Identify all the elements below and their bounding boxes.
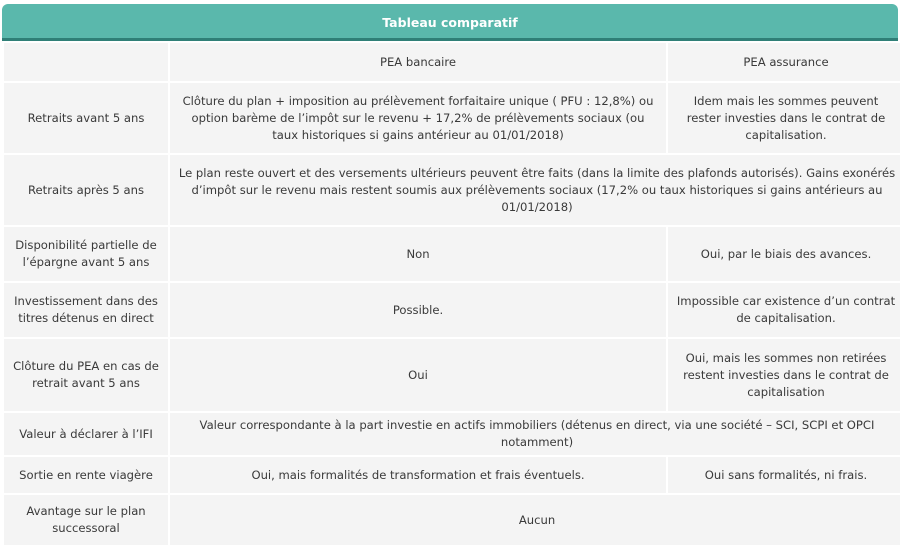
cell-assurance: Oui sans formalités, ni frais.: [668, 457, 900, 493]
table-row: [4, 457, 900, 493]
table-row: [4, 339, 900, 411]
table-row: [4, 83, 900, 153]
row-label: Clôture du PEA en cas de retrait avant 5 ans: [4, 339, 168, 411]
cell-commun: Le plan reste ouvert et des versements ultérieurs peuvent être faits (dans la limite des plafonds autorisés). Gains exonérés d’impôt sur le revenu mais restent soumis aux prélèvements sociaux (17,2% ou taux historiques si gains antérieurs au 01/01/2018): [170, 155, 900, 225]
cell-assurance: Oui, par le biais des avances.: [668, 227, 900, 281]
cell-bancaire: Oui, mais formalités de transformation et frais éventuels.: [170, 457, 666, 493]
comparison-table: [2, 41, 900, 547]
table-row: [4, 283, 900, 337]
header-row: [4, 43, 900, 81]
header-pea-bancaire: PEA bancaire: [170, 43, 666, 81]
header-pea-assurance: PEA assurance: [668, 43, 900, 81]
cell-assurance: Oui, mais les sommes non retirées restent investies dans le contrat de capitalisation: [668, 339, 900, 411]
cell-bancaire: Oui: [170, 339, 666, 411]
row-label: Sortie en rente viagère: [4, 457, 168, 493]
table-row: [4, 413, 900, 455]
row-label: Investissement dans des titres détenus en direct: [4, 283, 168, 337]
row-label: Retraits après 5 ans: [4, 155, 168, 225]
cell-assurance: Impossible car existence d’un contrat de capitalisation.: [668, 283, 900, 337]
table-row: [4, 227, 900, 281]
row-label: Disponibilité partielle de l’épargne avant 5 ans: [4, 227, 168, 281]
cell-bancaire: Possible.: [170, 283, 666, 337]
table-row: [4, 155, 900, 225]
row-label: Valeur à déclarer à l’IFI: [4, 413, 168, 455]
header-empty: [4, 43, 168, 81]
table-row: [4, 495, 900, 545]
row-label: Avantage sur le plan successoral: [4, 495, 168, 545]
cell-assurance: Idem mais les sommes peuvent rester investies dans le contrat de capitalisation.: [668, 83, 900, 153]
cell-bancaire: Non: [170, 227, 666, 281]
comparison-table-panel: [2, 4, 898, 547]
cell-bancaire: Clôture du plan + imposition au prélèvement forfaitaire unique ( PFU : 12,8%) ou option barème de l’impôt sur le revenu + 17,2% de prélèvements sociaux (ou taux historiques si gains antérieur au 01/01/2018): [170, 83, 666, 153]
table-title: Tableau comparatif: [2, 4, 898, 41]
row-label: Retraits avant 5 ans: [4, 83, 168, 153]
cell-commun: Aucun: [170, 495, 900, 545]
cell-commun: Valeur correspondante à la part investie en actifs immobiliers (détenus en direct, via une société – SCI, SCPI et OPCI notamment): [170, 413, 900, 455]
